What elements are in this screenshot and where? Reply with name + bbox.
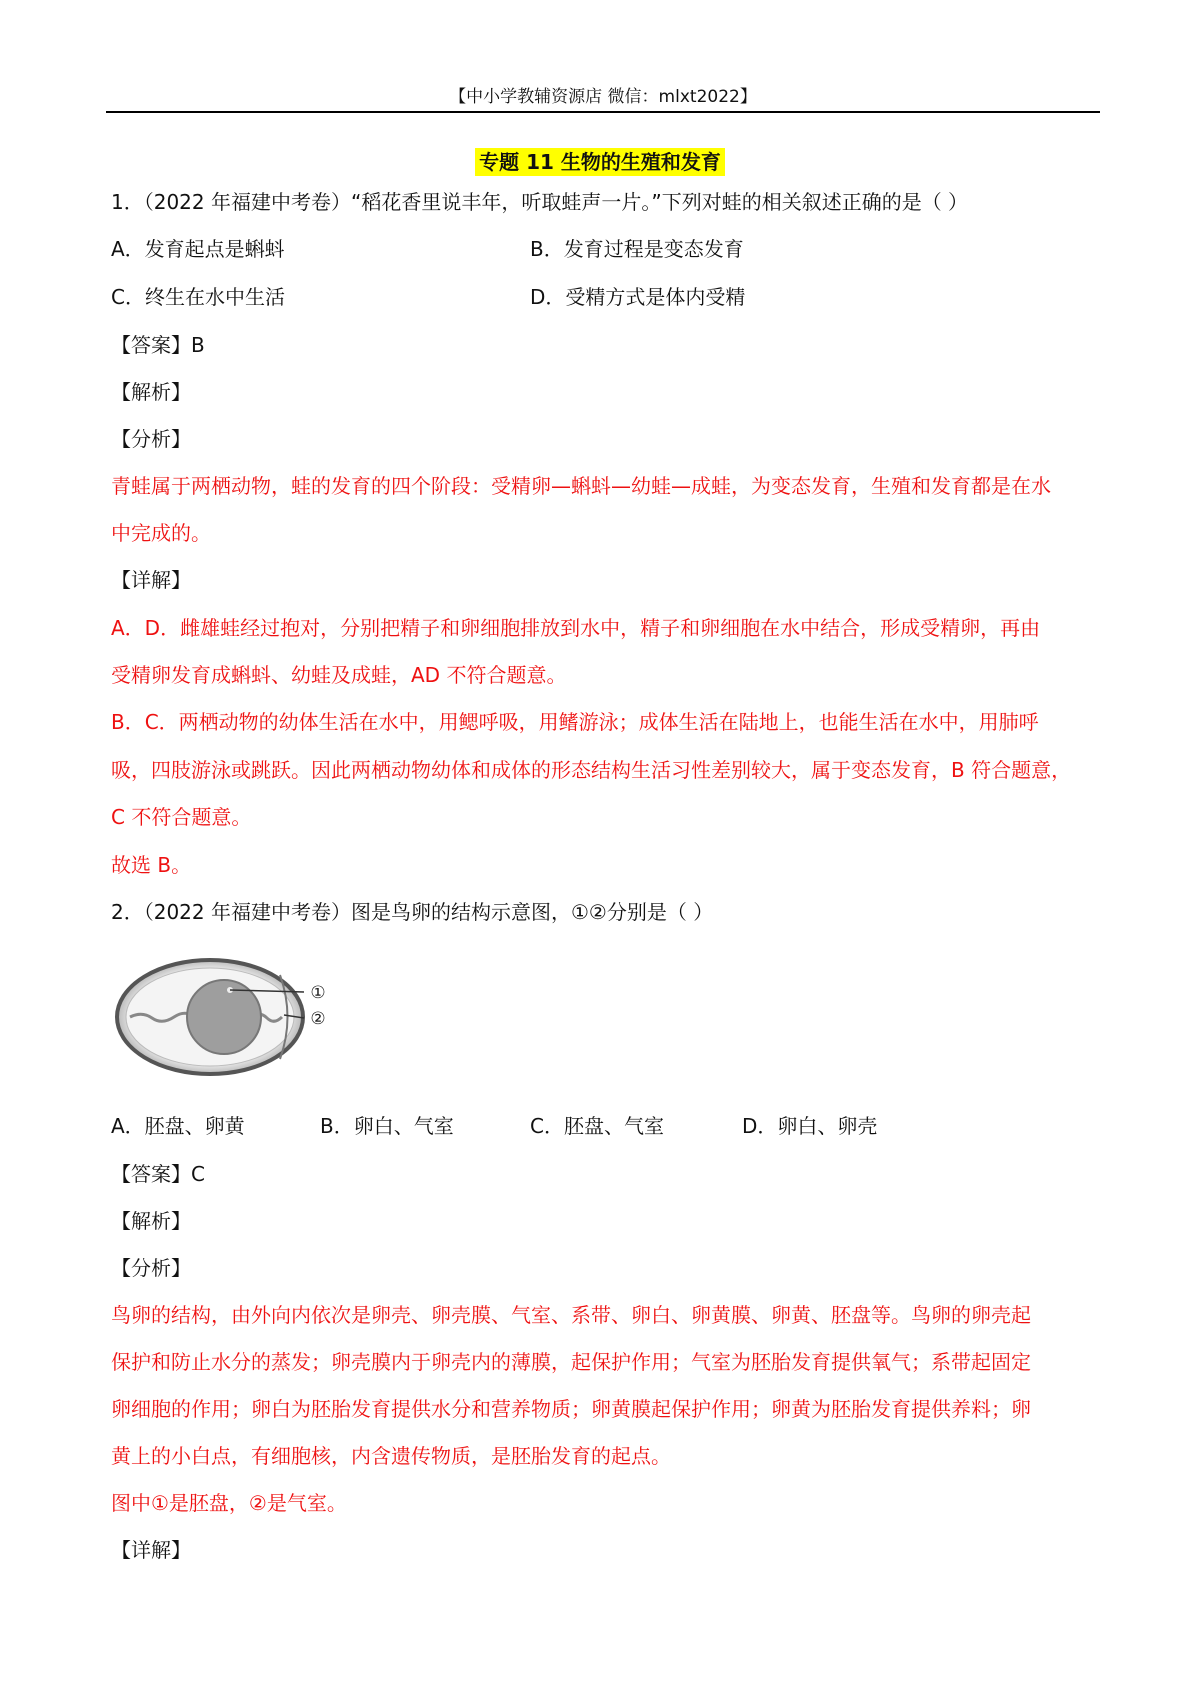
q2-analysis-line: 黄上的小白点，有细胞核，内含遗传物质，是胚胎发育的起点。 xyxy=(111,1444,671,1468)
q2-option-b: B．卵白、气室 xyxy=(320,1114,454,1138)
q2-fenxi-label: 【分析】 xyxy=(111,1256,191,1280)
q2-jiexi-label: 【解析】 xyxy=(111,1209,191,1233)
q1-detail-line: B．C．两栖动物的幼体生活在水中，用鳃呼吸，用鳍游泳；成体生活在陆地上，也能生活在水中，用肺呼 xyxy=(111,710,1039,734)
q2-analysis-line: 保护和防止水分的蒸发；卵壳膜内于卵壳内的薄膜，起保护作用；气室为胚胎发育提供氧气；系带起固定 xyxy=(111,1350,1031,1374)
q1-detail-line: A．D．雌雄蛙经过抱对，分别把精子和卵细胞排放到水中，精子和卵细胞在水中结合，形成受精卵，再由 xyxy=(111,616,1041,640)
q2-option-c: C．胚盘、气室 xyxy=(530,1114,664,1138)
q1-detail-line: 故选 B。 xyxy=(111,853,192,877)
q2-option-a: A．胚盘、卵黄 xyxy=(111,1114,245,1138)
q1-detail-line: 吸，四肢游泳或跳跃。因此两栖动物幼体和成体的形态结构生活习性差别较大，属于变态发育，B 符合题意， xyxy=(111,758,1072,782)
q1-answer: 【答案】B xyxy=(111,333,205,357)
q1-analysis-line: 中完成的。 xyxy=(111,521,211,545)
figure-label-2: ② xyxy=(310,1009,326,1029)
q2-analysis-line: 鸟卵的结构，由外向内依次是卵壳、卵壳膜、气室、系带、卵白、卵黄膜、卵黄、胚盘等。鸟卵的卵壳起 xyxy=(111,1303,1031,1327)
q1-xiangjie-label: 【详解】 xyxy=(111,568,191,592)
q1-option-d: D．受精方式是体内受精 xyxy=(530,285,746,309)
q1-fenxi-label: 【分析】 xyxy=(111,427,191,451)
bird-egg-diagram xyxy=(112,955,332,1080)
page-header: 【中小学教辅资源店 微信：mlxt2022】 xyxy=(449,87,757,107)
q1-option-a: A．发育起点是蝌蚪 xyxy=(111,237,285,261)
q2-xiangjie-label: 【详解】 xyxy=(111,1538,191,1562)
q2-answer: 【答案】C xyxy=(111,1162,205,1186)
q2-stem: 2．（2022 年福建中考卷）图是鸟卵的结构示意图，①②分别是（ ） xyxy=(111,900,714,924)
figure-label-1: ① xyxy=(310,983,326,1003)
q1-option-b: B．发育过程是变态发育 xyxy=(530,237,744,261)
q1-stem: 1．（2022 年福建中考卷）“稻花香里说丰年，听取蛙声一片。”下列对蛙的相关叙述正确的是（ ） xyxy=(111,190,969,214)
q2-option-d: D．卵白、卵壳 xyxy=(742,1114,878,1138)
q2-analysis-line: 图中①是胚盘，②是气室。 xyxy=(111,1491,347,1515)
title-container xyxy=(0,148,1200,176)
page-title: 专题 11 生物的生殖和发育 xyxy=(475,148,725,176)
header-divider xyxy=(106,111,1100,113)
q1-detail-line: 受精卵发育成蝌蚪、幼蛙及成蛙，AD 不符合题意。 xyxy=(111,663,567,687)
q1-jiexi-label: 【解析】 xyxy=(111,380,191,404)
q1-detail-line: C 不符合题意。 xyxy=(111,805,252,829)
q1-option-c: C．终生在水中生活 xyxy=(111,285,285,309)
q1-analysis-line: 青蛙属于两栖动物，蛙的发育的四个阶段：受精卵—蝌蚪—幼蛙—成蛙，为变态发育，生殖和发育都是在水 xyxy=(111,474,1051,498)
q2-analysis-line: 卵细胞的作用；卵白为胚胎发育提供水分和营养物质；卵黄膜起保护作用；卵黄为胚胎发育提供养料；卵 xyxy=(111,1397,1031,1421)
